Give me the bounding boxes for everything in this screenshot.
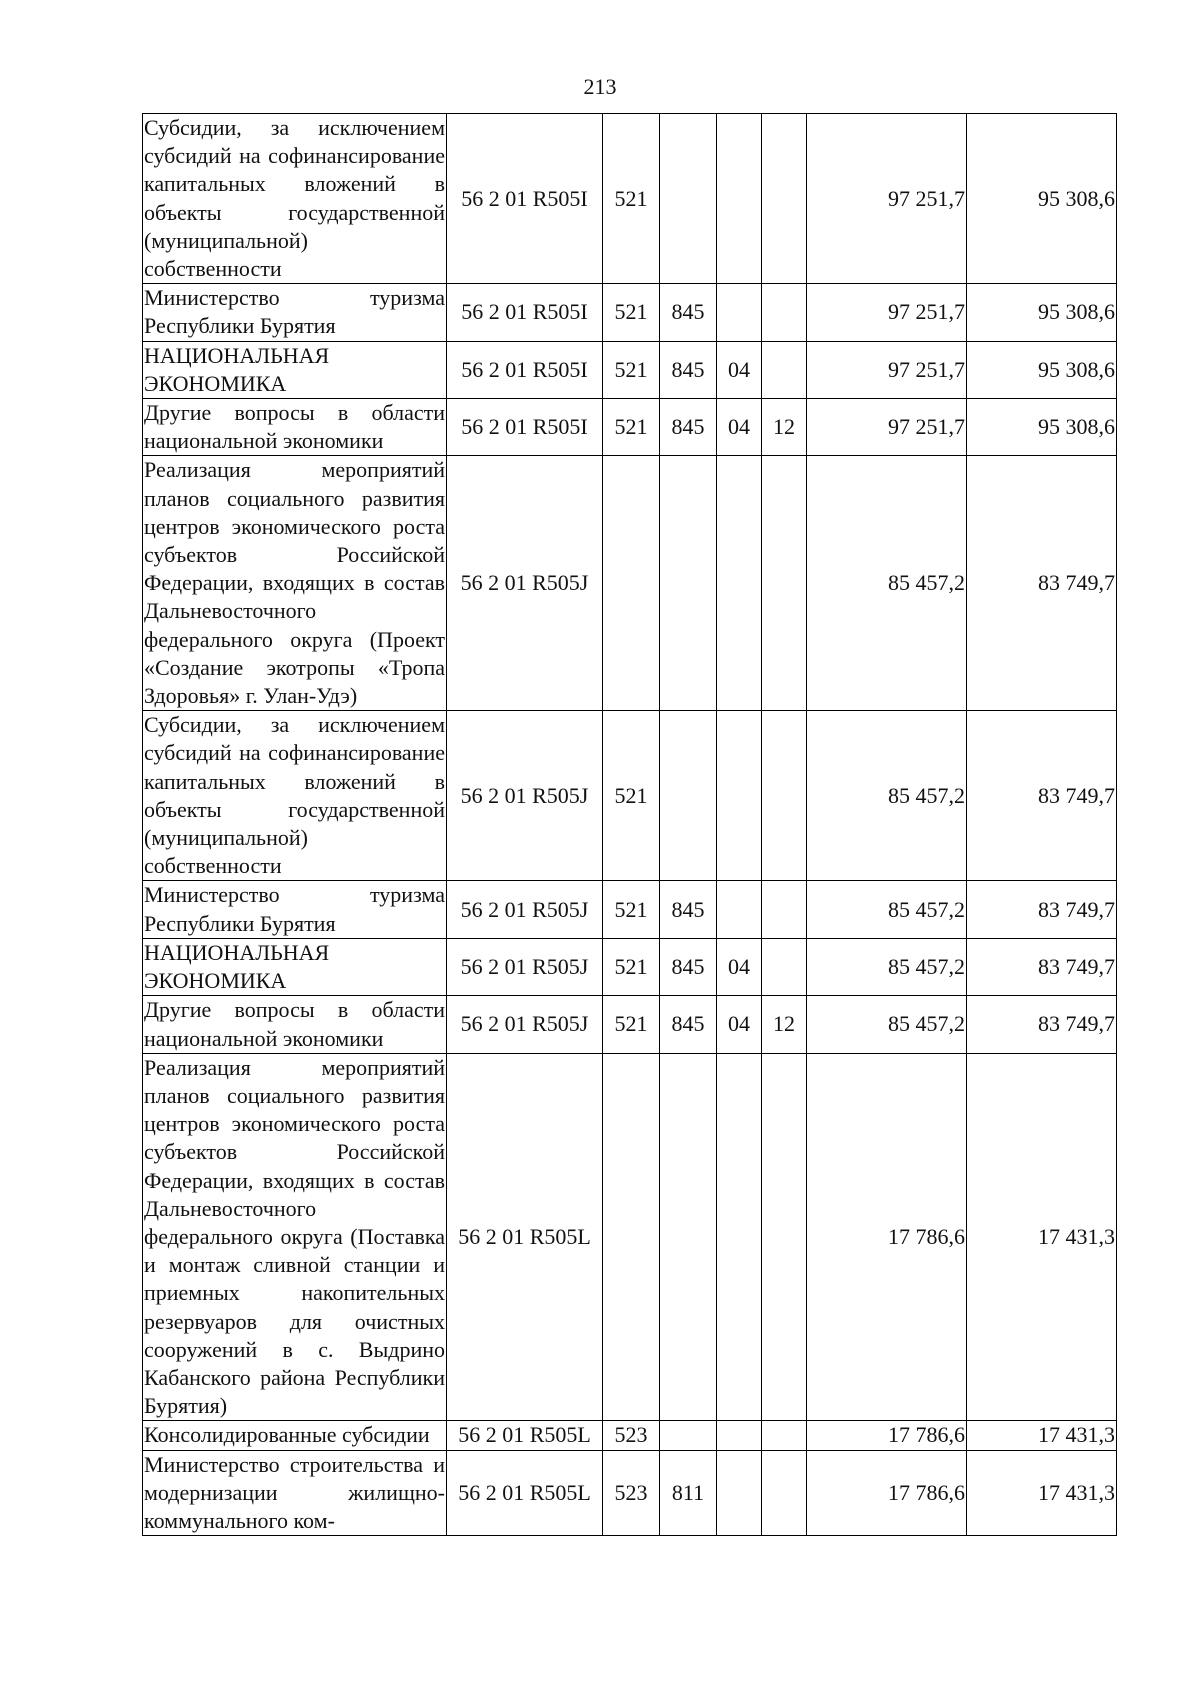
section-cell: 04 (717, 341, 762, 398)
table-row (143, 456, 1117, 711)
subsection-cell (762, 881, 807, 938)
expense-type-cell: 521 (603, 399, 660, 456)
section-cell (717, 881, 762, 938)
amount-year2-cell: 83 749,7 (967, 996, 1117, 1053)
table-row (143, 284, 1117, 341)
amount-year1-cell: 85 457,2 (807, 996, 967, 1053)
table-row (143, 399, 1117, 456)
table-row (143, 1053, 1117, 1421)
subsection-cell: 12 (762, 996, 807, 1053)
section-cell (717, 1053, 762, 1421)
subsection-cell (762, 938, 807, 995)
target-article-cell: 56 2 01 R505I (447, 114, 603, 284)
amount-year1-cell: 17 786,6 (807, 1450, 967, 1536)
ministry-code-cell (660, 114, 717, 284)
target-article-cell: 56 2 01 R505J (447, 996, 603, 1053)
section-cell (717, 114, 762, 284)
target-article-cell: 56 2 01 R505J (447, 456, 603, 711)
row-name-cell: НАЦИОНАЛЬНАЯ ЭКОНОМИКА (143, 341, 447, 398)
expense-type-cell: 521 (603, 881, 660, 938)
subsection-cell (762, 711, 807, 881)
amount-year2-cell: 17 431,3 (967, 1450, 1117, 1536)
table-row (143, 1421, 1117, 1450)
table-row (143, 938, 1117, 995)
amount-year2-cell: 95 308,6 (967, 399, 1117, 456)
subsection-cell (762, 456, 807, 711)
section-cell (717, 284, 762, 341)
table-row (143, 711, 1117, 881)
target-article-cell: 56 2 01 R505L (447, 1053, 603, 1421)
ministry-code-cell: 845 (660, 938, 717, 995)
amount-year1-cell: 97 251,7 (807, 341, 967, 398)
expense-type-cell: 521 (603, 938, 660, 995)
amount-year1-cell: 85 457,2 (807, 711, 967, 881)
target-article-cell: 56 2 01 R505L (447, 1450, 603, 1536)
ministry-code-cell: 845 (660, 284, 717, 341)
amount-year1-cell: 85 457,2 (807, 938, 967, 995)
row-name-cell: Субсидии, за исключением субсидий на софинансирование капитальных вложений в объекты государственной (муниципальной) собственности (143, 711, 447, 881)
amount-year1-cell: 97 251,7 (807, 284, 967, 341)
amount-year2-cell: 95 308,6 (967, 114, 1117, 284)
ministry-code-cell (660, 711, 717, 881)
page-number: 213 (583, 74, 617, 99)
amount-year1-cell: 85 457,2 (807, 881, 967, 938)
ministry-code-cell: 845 (660, 399, 717, 456)
amount-year1-cell: 17 786,6 (807, 1421, 967, 1450)
section-cell (717, 456, 762, 711)
section-cell (717, 1421, 762, 1450)
amount-year1-cell: 97 251,7 (807, 114, 967, 284)
target-article-cell: 56 2 01 R505I (447, 341, 603, 398)
amount-year2-cell: 17 431,3 (967, 1421, 1117, 1450)
amount-year1-cell: 17 786,6 (807, 1053, 967, 1421)
target-article-cell: 56 2 01 R505J (447, 881, 603, 938)
expense-type-cell: 523 (603, 1450, 660, 1536)
subsection-cell (762, 1450, 807, 1536)
expense-type-cell (603, 456, 660, 711)
table-row (143, 341, 1117, 398)
ministry-code-cell: 811 (660, 1450, 717, 1536)
table-row (143, 881, 1117, 938)
ministry-code-cell (660, 456, 717, 711)
target-article-cell: 56 2 01 R505I (447, 399, 603, 456)
amount-year2-cell: 95 308,6 (967, 341, 1117, 398)
expense-type-cell: 523 (603, 1421, 660, 1450)
subsection-cell (762, 284, 807, 341)
target-article-cell: 56 2 01 R505I (447, 284, 603, 341)
target-article-cell: 56 2 01 R505J (447, 938, 603, 995)
row-name-cell: Министерство строительства и модернизации жилищно-коммунального ком- (143, 1450, 447, 1536)
row-name-cell: НАЦИОНАЛЬНАЯ ЭКОНОМИКА (143, 938, 447, 995)
row-name-cell: Реализация мероприятий планов социального развития центров экономического роста субъектов Российской Федерации, входящих в состав Дальневосточного федерального округа (Проект «Создание экотропы «Тропа Здоровья» г. Улан-Удэ) (143, 456, 447, 711)
amount-year1-cell: 85 457,2 (807, 456, 967, 711)
amount-year2-cell: 17 431,3 (967, 1053, 1117, 1421)
expense-type-cell: 521 (603, 711, 660, 881)
ministry-code-cell: 845 (660, 996, 717, 1053)
row-name-cell: Министерство туризма Республики Бурятия (143, 284, 447, 341)
row-name-cell: Консолидированные субсидии (143, 1421, 447, 1450)
budget-table (142, 113, 1117, 1536)
subsection-cell: 12 (762, 399, 807, 456)
table-row (143, 996, 1117, 1053)
amount-year2-cell: 83 749,7 (967, 456, 1117, 711)
subsection-cell (762, 1421, 807, 1450)
table-row (143, 1450, 1117, 1536)
row-name-cell: Субсидии, за исключением субсидий на софинансирование капитальных вложений в объекты государственной (муниципальной) собственности (143, 114, 447, 284)
table-row (143, 114, 1117, 284)
amount-year2-cell: 83 749,7 (967, 711, 1117, 881)
row-name-cell: Реализация мероприятий планов социального развития центров экономического роста субъектов Российской Федерации, входящих в состав Дальневосточного федерального округа (Поставка и монтаж сливной станции и приемных накопительных резервуаров для очистных сооружений в с. Выдрино Кабанского района Республики Бурятия) (143, 1053, 447, 1421)
ministry-code-cell: 845 (660, 341, 717, 398)
target-article-cell: 56 2 01 R505L (447, 1421, 603, 1450)
ministry-code-cell (660, 1053, 717, 1421)
subsection-cell (762, 1053, 807, 1421)
row-name-cell: Министерство туризма Республики Бурятия (143, 881, 447, 938)
section-cell: 04 (717, 399, 762, 456)
amount-year2-cell: 95 308,6 (967, 284, 1117, 341)
table-body (143, 114, 1117, 1536)
expense-type-cell: 521 (603, 996, 660, 1053)
section-cell (717, 1450, 762, 1536)
expense-type-cell: 521 (603, 114, 660, 284)
target-article-cell: 56 2 01 R505J (447, 711, 603, 881)
row-name-cell: Другие вопросы в области национальной экономики (143, 399, 447, 456)
amount-year2-cell: 83 749,7 (967, 881, 1117, 938)
subsection-cell (762, 114, 807, 284)
expense-type-cell: 521 (603, 341, 660, 398)
expense-type-cell (603, 1053, 660, 1421)
ministry-code-cell (660, 1421, 717, 1450)
amount-year2-cell: 83 749,7 (967, 938, 1117, 995)
section-cell: 04 (717, 996, 762, 1053)
amount-year1-cell: 97 251,7 (807, 399, 967, 456)
subsection-cell (762, 341, 807, 398)
row-name-cell: Другие вопросы в области национальной экономики (143, 996, 447, 1053)
ministry-code-cell: 845 (660, 881, 717, 938)
section-cell (717, 711, 762, 881)
expense-type-cell: 521 (603, 284, 660, 341)
section-cell: 04 (717, 938, 762, 995)
